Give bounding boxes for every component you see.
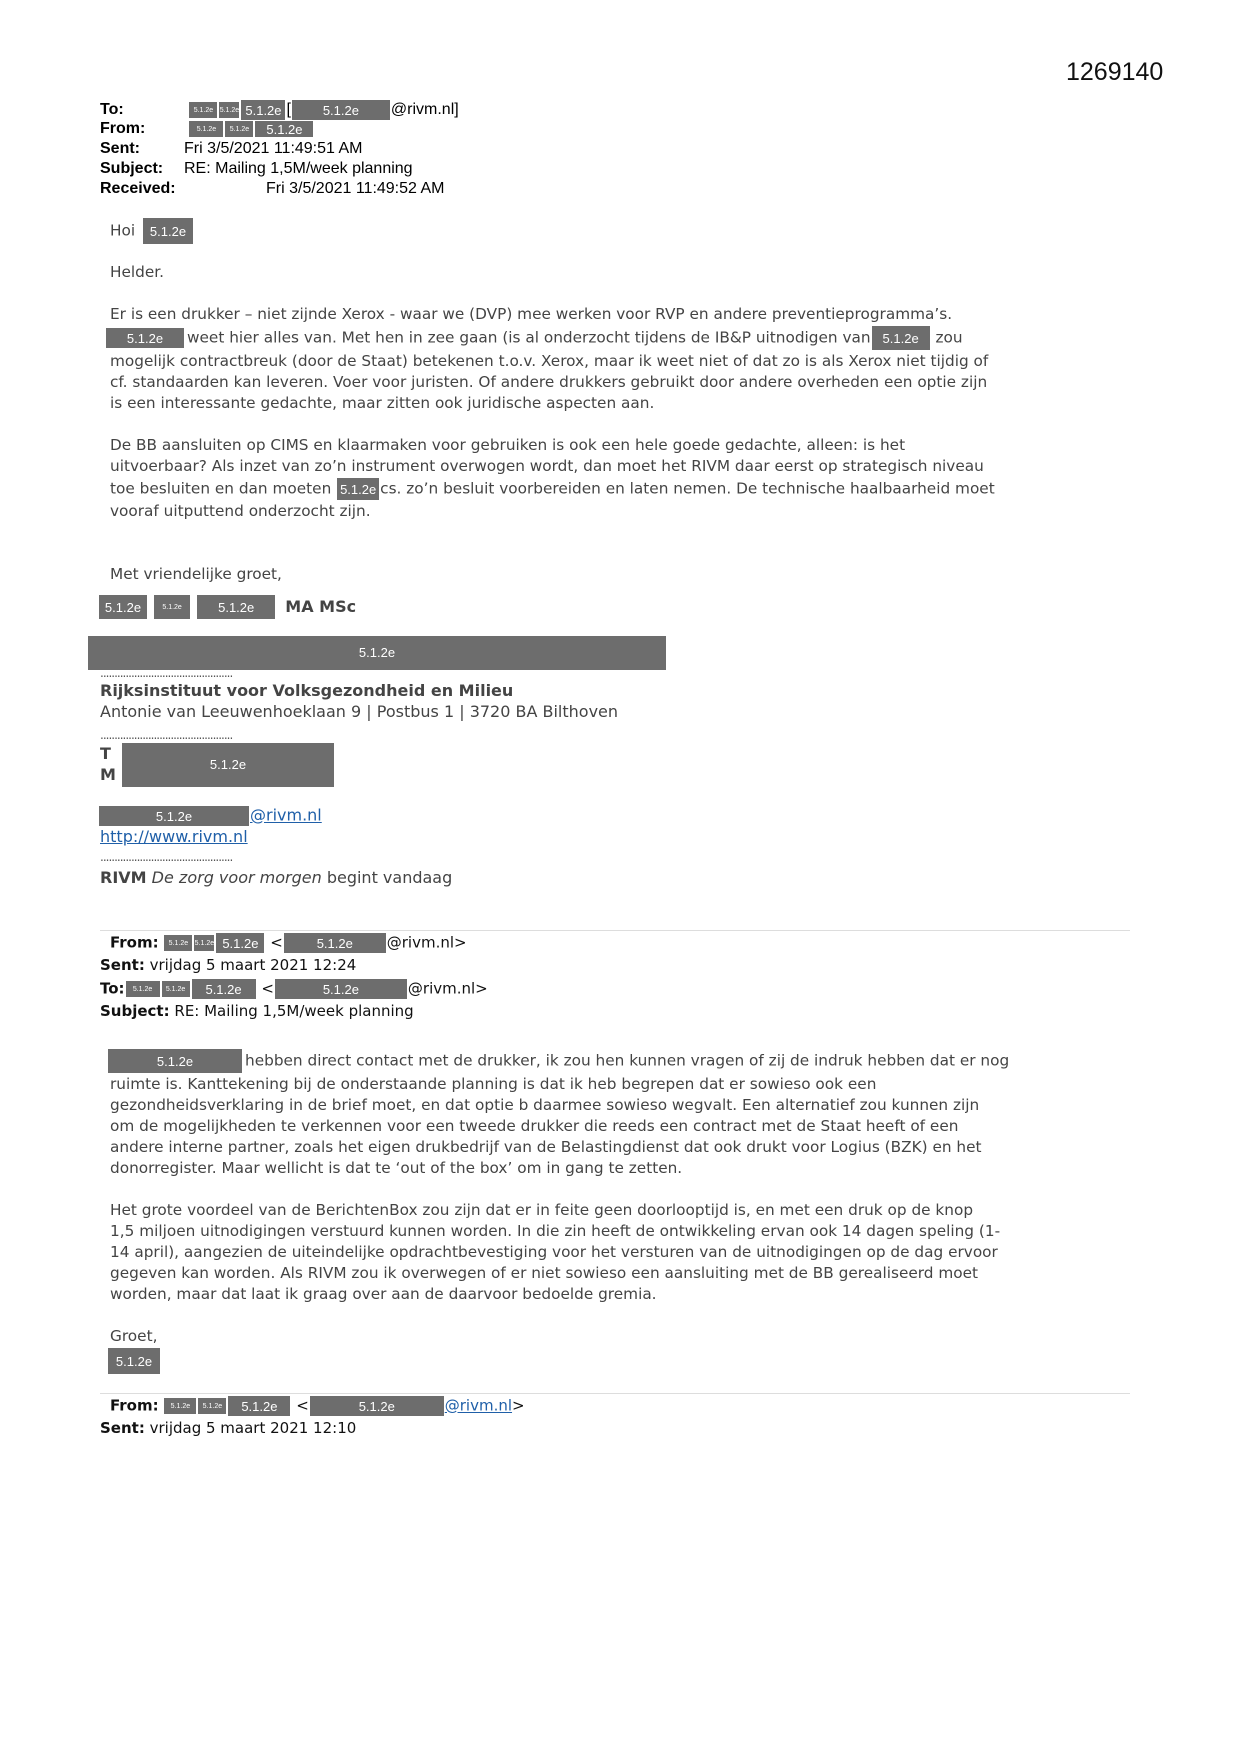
redaction: 5.1.2e — [224, 120, 254, 138]
redaction: 5.1.2e — [105, 327, 185, 349]
redaction: 5.1.2e — [309, 1395, 445, 1417]
header-from: From: 5.1.2e 5.1.2e 5.1.2e — [100, 120, 314, 138]
document-number: 1269140 — [1066, 58, 1164, 86]
separator-dots: ............................................... — [100, 666, 233, 680]
redaction: 5.1.2e — [122, 743, 334, 787]
redaction: 5.1.2e — [218, 101, 240, 119]
redaction: 5.1.2e — [161, 980, 191, 998]
redaction: 5.1.2e — [163, 934, 193, 952]
redaction: 5.1.2e — [188, 120, 224, 138]
separator-dots: ............................................... — [100, 728, 233, 742]
separator-dots: ............................................... — [100, 850, 233, 864]
redaction: 5.1.2e — [153, 594, 191, 620]
redaction: 5.1.2e — [254, 120, 314, 138]
msg3-from: From: 5.1.2e 5.1.2e 5.1.2e < 5.1.2e @rivm.nl> — [110, 1395, 525, 1417]
header-received: Received: Fri 3/5/2021 11:49:52 AM — [100, 180, 445, 197]
redaction: 5.1.2e — [283, 932, 387, 954]
divider — [100, 1393, 1130, 1394]
message1-body: Helder. Er is een drukker – niet zijnde Xerox - waar we (DVP) mee werken voor RVP en andere preventieprogramma’s. 5.1.2e weet hier alles van. Met hen in zee gaan (is al onderzocht tijdens de IB&P uitnodigen van 5.1.2e zou mogelijk contractbreuk (door de Staat) betekenen t.o.v. Xerox, maar ik weet niet of dat zo is als Xerox niet tijdig of cf. standaarden kan leveren. Voer voor juristen. Of andere drukkers gebruikt door andere overheden een optie zijn is een interessante gedachte, maar zitten ook juridische aspecten aan. De BB aansluiten op CIMS en klaarmaken voor gebruiken is ook een hele goede gedachte, alleen: is het uitvoerbaar? Als inzet van zo’n instrument overwogen wordt, dan moet het RIVM daar eerst op strategisch niveau toe besluiten en dan moeten 5.1.2e cs. zo’n besluit voorbereiden en laten nemen. De technische haalbaarheid moet vooraf uitputtend onderzocht zijn. Met vriendelijke groet, — [110, 262, 1130, 585]
redaction: 5.1.2e — [336, 477, 380, 501]
redaction: 5.1.2e — [871, 325, 931, 351]
redaction: 5.1.2e — [107, 1048, 243, 1074]
redaction: 5.1.2e — [291, 99, 391, 121]
organization-address: Antonie van Leeuwenhoeklaan 9 | Postbus 1 | 3720 BA Bilthoven — [100, 702, 619, 721]
redaction: 5.1.2e — [98, 805, 250, 827]
redaction: 5.1.2e — [98, 594, 148, 620]
msg2-sent: Sent: vrijdag 5 maart 2021 12:24 — [100, 956, 357, 974]
redaction: 5.1.2e — [191, 978, 257, 1000]
redaction: 5.1.2e — [125, 980, 161, 998]
email-link: @rivm.nl — [250, 805, 322, 825]
redaction: 5.1.2e — [88, 636, 666, 670]
msg2-subject: Subject: RE: Mailing 1,5M/week planning — [100, 1002, 414, 1020]
redaction: 5.1.2e — [215, 932, 265, 954]
header-sent: Sent: Fri 3/5/2021 11:49:51 AM — [100, 140, 363, 157]
greeting: Hoi 5.1.2e — [110, 217, 194, 245]
organization-name: Rijksinstituut voor Volksgezondheid en Milieu — [100, 681, 514, 700]
signature-name: 5.1.2e 5.1.2e 5.1.2e MA MSc — [98, 594, 356, 620]
redaction: 5.1.2e — [188, 101, 218, 119]
website-link[interactable]: http://www.rivm.nl — [100, 827, 248, 846]
redaction: 5.1.2e — [197, 1397, 227, 1415]
redaction: 5.1.2e — [107, 1347, 161, 1375]
msg2-to: To: 5.1.2e 5.1.2e 5.1.2e < 5.1.2e @rivm.nl> — [100, 978, 488, 1000]
slogan: RIVM De zorg voor morgen begint vandaag — [100, 868, 453, 887]
redaction: 5.1.2e — [227, 1395, 291, 1417]
msg3-sent: Sent: vrijdag 5 maart 2021 12:10 — [100, 1419, 357, 1437]
msg2-from: From: 5.1.2e 5.1.2e 5.1.2e < 5.1.2e @rivm.nl> — [110, 932, 467, 954]
email-link[interactable]: @rivm.nl — [444, 1396, 513, 1415]
phone-label: T — [100, 744, 111, 763]
redaction: 5.1.2e — [142, 217, 194, 245]
header-subject: Subject: RE: Mailing 1,5M/week planning — [100, 160, 413, 177]
redaction: 5.1.2e — [196, 594, 276, 620]
mobile-label: M — [100, 765, 116, 784]
divider — [100, 930, 1130, 931]
header-to: To: 5.1.2e 5.1.2e 5.1.2e [ 5.1.2e @rivm.nl] — [100, 99, 459, 121]
redaction: 5.1.2e — [193, 934, 215, 952]
message2-body: 5.1.2e hebben direct contact met de drukker, ik zou hen kunnen vragen of zij de indruk hebben dat er nog ruimte is. Kanttekening bij de onderstaande planning is dat ik heb begrepen dat er sowieso ook een gezondheidsverklaring in de brief moet, en dat optie b daarmee sowieso wegvalt. Een alternatief zou kunnen zijn om de mogelijkheden te verkennen voor een tweede drukker die reeds een contract met de Staat heeft of een andere interne partner, zoals het eigen drukbedrijf van de Belastingdienst dat ook drukt voor Logius (BZK) en het donorregister. Maar wellicht is dat te ‘out of the box’ om in gang te zetten. Het grote voordeel van de BerichtenBox zou zijn dat er in feite geen doorlooptijd is, en met een druk op de knop 1,5 miljoen uitnodigingen verstuurd kunnen worden. In die zin heeft de ontwikkeling ervan ook 14 dagen speling (1- 14 april), aangezien de uiteindelijke opdrachtbevestiging voor het versturen van de uitnodigingen op de dag ervoor gegeven kan worden. Als RIVM zou ik overwegen of er niet sowieso een aansluiting met de BB gerealiseerd moet worden, maar dat laat ik graag over aan de daarvoor bedoelde gremia. Groet, 5.1.2e — [110, 1048, 1130, 1375]
signature-email[interactable] — [98, 805, 322, 827]
redaction: 5.1.2e — [163, 1397, 197, 1415]
redaction: 5.1.2e — [274, 978, 408, 1000]
redaction: 5.1.2e — [240, 99, 286, 121]
